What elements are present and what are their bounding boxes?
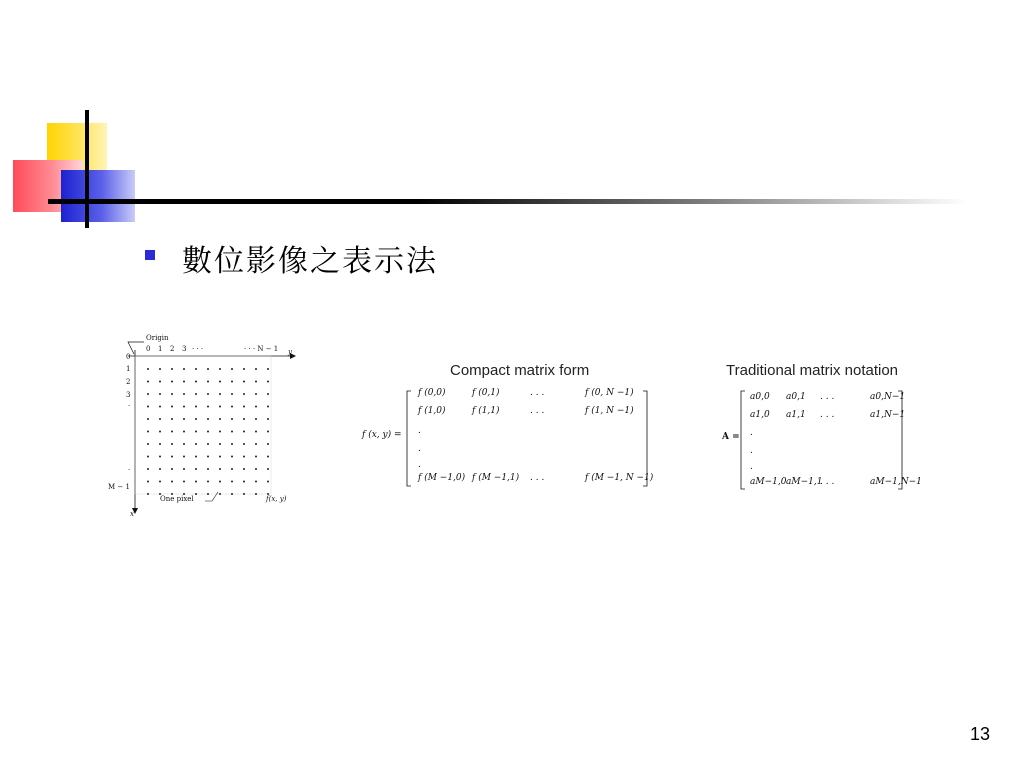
pixel-dot [195, 381, 197, 383]
pixel-dot [231, 493, 233, 495]
traditional-matrix-cell-r3-c0: . [750, 446, 753, 456]
pixel-dot [255, 393, 257, 395]
pixel-dot [159, 431, 161, 433]
pixel-dot [195, 456, 197, 458]
pixel-dot [159, 368, 161, 370]
y-tick-0: 0 [126, 353, 131, 361]
pixel-dot [243, 481, 245, 483]
pixel-dot [255, 381, 257, 383]
pixel-dot [159, 456, 161, 458]
pixel-dot [195, 368, 197, 370]
pixel-dot [219, 468, 221, 470]
pixel-dot [219, 418, 221, 420]
pixel-dot [207, 418, 209, 420]
pixel-dot [147, 393, 149, 395]
pixel-dot [183, 418, 185, 420]
decor-vertical-line [85, 110, 89, 228]
pixel-dot [183, 431, 185, 433]
traditional-matrix-cell-r0-c0: a0,0 [750, 392, 770, 402]
pixel-dot [171, 443, 173, 445]
x-tick-dots: · · · [192, 345, 204, 353]
pixel-dot [243, 406, 245, 408]
compact-matrix-cell-r2-c0: . [418, 426, 421, 436]
title-divider-line [48, 199, 968, 204]
pixel-dot [267, 443, 269, 445]
pixel-dot [183, 381, 185, 383]
pixel-dot [255, 431, 257, 433]
pixel-dot [255, 493, 257, 495]
pixel-dot [159, 443, 161, 445]
pixel-dot [171, 381, 173, 383]
traditional-matrix-cell-r0-c1: a0,1 [786, 392, 806, 402]
compact-matrix-cell-r5-c3: f (M −1, N −1) [585, 473, 654, 483]
pixel-dot [183, 468, 185, 470]
pixel-dot [267, 381, 269, 383]
pixel-dot [255, 481, 257, 483]
pixel-dot [255, 443, 257, 445]
traditional-matrix-cell-r0-c3: a0,N−1 [870, 392, 906, 402]
pixel-dot [243, 368, 245, 370]
pixel-dot [267, 481, 269, 483]
pixel-dot [171, 406, 173, 408]
pixel-dot [243, 381, 245, 383]
pixel-dot [231, 406, 233, 408]
pixel-dot [147, 493, 149, 495]
pixel-dot [267, 468, 269, 470]
traditional-matrix-caption: Traditional matrix notation [726, 362, 899, 379]
compact-matrix-cell-r0-c3: f (0, N −1) [585, 388, 634, 398]
pixel-dot [171, 481, 173, 483]
pixel-dot [219, 393, 221, 395]
pixel-dot [171, 456, 173, 458]
pixel-dot [207, 468, 209, 470]
pixel-dot [243, 418, 245, 420]
x-tick-last: · · · N − 1 [244, 345, 279, 353]
decor-blue-square [61, 170, 135, 222]
traditional-matrix-lhs: A = [722, 432, 740, 442]
pixel-dot [147, 368, 149, 370]
traditional-matrix-cell-r1-c0: a1,0 [750, 410, 770, 420]
compact-matrix-cell-r1-c0: f (1,0) [418, 406, 446, 416]
pixel-dot [231, 481, 233, 483]
compact-matrix-cell-r3-c0: . [418, 444, 421, 454]
pixel-dot [207, 381, 209, 383]
traditional-matrix-cell-r0-c2: . . . [820, 392, 835, 402]
pixel-dot [231, 443, 233, 445]
one-pixel-label: One pixel [160, 495, 194, 503]
pixel-dot [147, 431, 149, 433]
pixel-dot [195, 493, 197, 495]
pixel-dot [195, 406, 197, 408]
pixel-dot [147, 443, 149, 445]
x-tick-1: 1 [158, 345, 163, 353]
pixel-dot [171, 468, 173, 470]
pixel-dot [267, 406, 269, 408]
pixel-dot [183, 393, 185, 395]
pixel-grid-figure [108, 326, 308, 518]
pixel-dots [147, 368, 269, 495]
pixel-dot [267, 456, 269, 458]
pixel-dot [147, 418, 149, 420]
pixel-dot [207, 406, 209, 408]
traditional-matrix-cell-r5-c1: aM−1,1 [786, 477, 823, 487]
pixel-dot [243, 443, 245, 445]
pixel-dot [231, 456, 233, 458]
pixel-dot [255, 368, 257, 370]
pixel-dot [267, 393, 269, 395]
compact-matrix-cell-r0-c0: f (0,0) [418, 388, 446, 398]
pixel-grid-svg [108, 326, 308, 518]
pixel-dot [243, 468, 245, 470]
pixel-dot [171, 431, 173, 433]
pixel-dot [231, 393, 233, 395]
pixel-dot [231, 431, 233, 433]
pixel-dot [183, 406, 185, 408]
traditional-matrix-cell-r1-c2: . . . [820, 410, 835, 420]
pixel-dot [171, 393, 173, 395]
x-tick-3: 3 [182, 345, 187, 353]
compact-matrix-caption: Compact matrix form [450, 362, 590, 379]
traditional-matrix-cell-r1-c3: a1,N−1 [870, 410, 906, 420]
pixel-dot [183, 481, 185, 483]
pixel-dot [255, 406, 257, 408]
pixel-dot [147, 406, 149, 408]
pixel-dot [219, 368, 221, 370]
pixel-dot [159, 393, 161, 395]
pixel-dot [219, 481, 221, 483]
compact-matrix-cell-r0-c1: f (0,1) [472, 388, 500, 398]
pixel-dot [159, 418, 161, 420]
y-tick-last: M − 1 [108, 483, 130, 491]
x-axis-label: x [130, 510, 134, 518]
pixel-dot [147, 456, 149, 458]
traditional-matrix-cell-r5-c3: aM−1,N−1 [870, 477, 922, 487]
y-tick-2: 2 [126, 378, 131, 386]
pixel-dot [219, 443, 221, 445]
pixel-dot [207, 368, 209, 370]
compact-matrix-cell-r5-c0: f (M −1,0) [418, 473, 466, 483]
pixel-dot [195, 431, 197, 433]
pixel-dot [171, 368, 173, 370]
grid-function-label: f(x, y) [266, 495, 287, 503]
traditional-matrix-cell-r4-c0: . [750, 462, 753, 472]
compact-matrix-cell-r4-c0: . [418, 460, 421, 470]
pixel-dot [243, 431, 245, 433]
pixel-dot [231, 418, 233, 420]
pixel-dot [219, 406, 221, 408]
x-tick-2: 2 [170, 345, 175, 353]
traditional-matrix-cell-r5-c2: . . . [820, 477, 835, 487]
pixel-dot [207, 443, 209, 445]
compact-matrix-cell-r1-c3: f (1, N −1) [585, 406, 634, 416]
pixel-dot [243, 393, 245, 395]
pixel-dot [195, 443, 197, 445]
bullet-text: 數位影像之表示法 [182, 244, 438, 279]
pixel-dot [183, 443, 185, 445]
compact-matrix-cell-r5-c2: . . . [530, 473, 545, 483]
pixel-dot [219, 456, 221, 458]
y-tick-3: 3 [126, 391, 131, 399]
y-tick-dot-a: · [128, 402, 131, 410]
pixel-dot [243, 493, 245, 495]
traditional-matrix-cell-r1-c1: a1,1 [786, 410, 806, 420]
pixel-dot [207, 493, 209, 495]
pixel-dot [231, 468, 233, 470]
pixel-dot [255, 456, 257, 458]
pixel-dot [219, 431, 221, 433]
page-number: 13 [969, 724, 990, 744]
pixel-dot [255, 468, 257, 470]
pixel-dot [159, 381, 161, 383]
y-tick-1: 1 [126, 365, 131, 373]
pixel-dot [159, 468, 161, 470]
pixel-dot [171, 418, 173, 420]
pixel-dot [207, 456, 209, 458]
pixel-dot [159, 406, 161, 408]
origin-label: Origin [146, 334, 169, 342]
pixel-dot [195, 418, 197, 420]
traditional-matrix-cell-r5-c0: aM−1,0 [750, 477, 787, 487]
pixel-dot [195, 481, 197, 483]
pixel-dot [147, 381, 149, 383]
traditional-matrix-cell-r2-c0: . [750, 428, 753, 438]
pixel-dot [195, 468, 197, 470]
compact-matrix-cell-r0-c2: . . . [530, 388, 545, 398]
pixel-dot [159, 481, 161, 483]
pixel-dot [267, 431, 269, 433]
pixel-dot [267, 418, 269, 420]
bullet-square-icon [145, 250, 155, 260]
pixel-dot [243, 456, 245, 458]
traditional-matrix-figure [720, 362, 930, 497]
pixel-dot [183, 368, 185, 370]
compact-matrix-cell-r5-c1: f (M −1,1) [472, 473, 520, 483]
pixel-dot [207, 393, 209, 395]
pixel-dot [207, 431, 209, 433]
pixel-dot [195, 393, 197, 395]
pixel-dot [267, 368, 269, 370]
compact-matrix-cell-r1-c2: . . . [530, 406, 545, 416]
pixel-dot [183, 456, 185, 458]
pixel-dot [219, 381, 221, 383]
y-tick-dot-b: · [128, 466, 131, 474]
compact-matrix-lhs: f (x, y) = [362, 430, 402, 440]
pixel-dot [207, 481, 209, 483]
y-axis-label: y [288, 348, 292, 356]
pixel-dot [255, 418, 257, 420]
compact-matrix-cell-r1-c1: f (1,1) [472, 406, 500, 416]
pixel-dot [231, 368, 233, 370]
pixel-dot [147, 468, 149, 470]
pixel-dot [147, 481, 149, 483]
x-tick-0: 0 [146, 345, 151, 353]
pixel-dot [219, 493, 221, 495]
pixel-dot [231, 381, 233, 383]
compact-matrix-figure [360, 360, 660, 495]
